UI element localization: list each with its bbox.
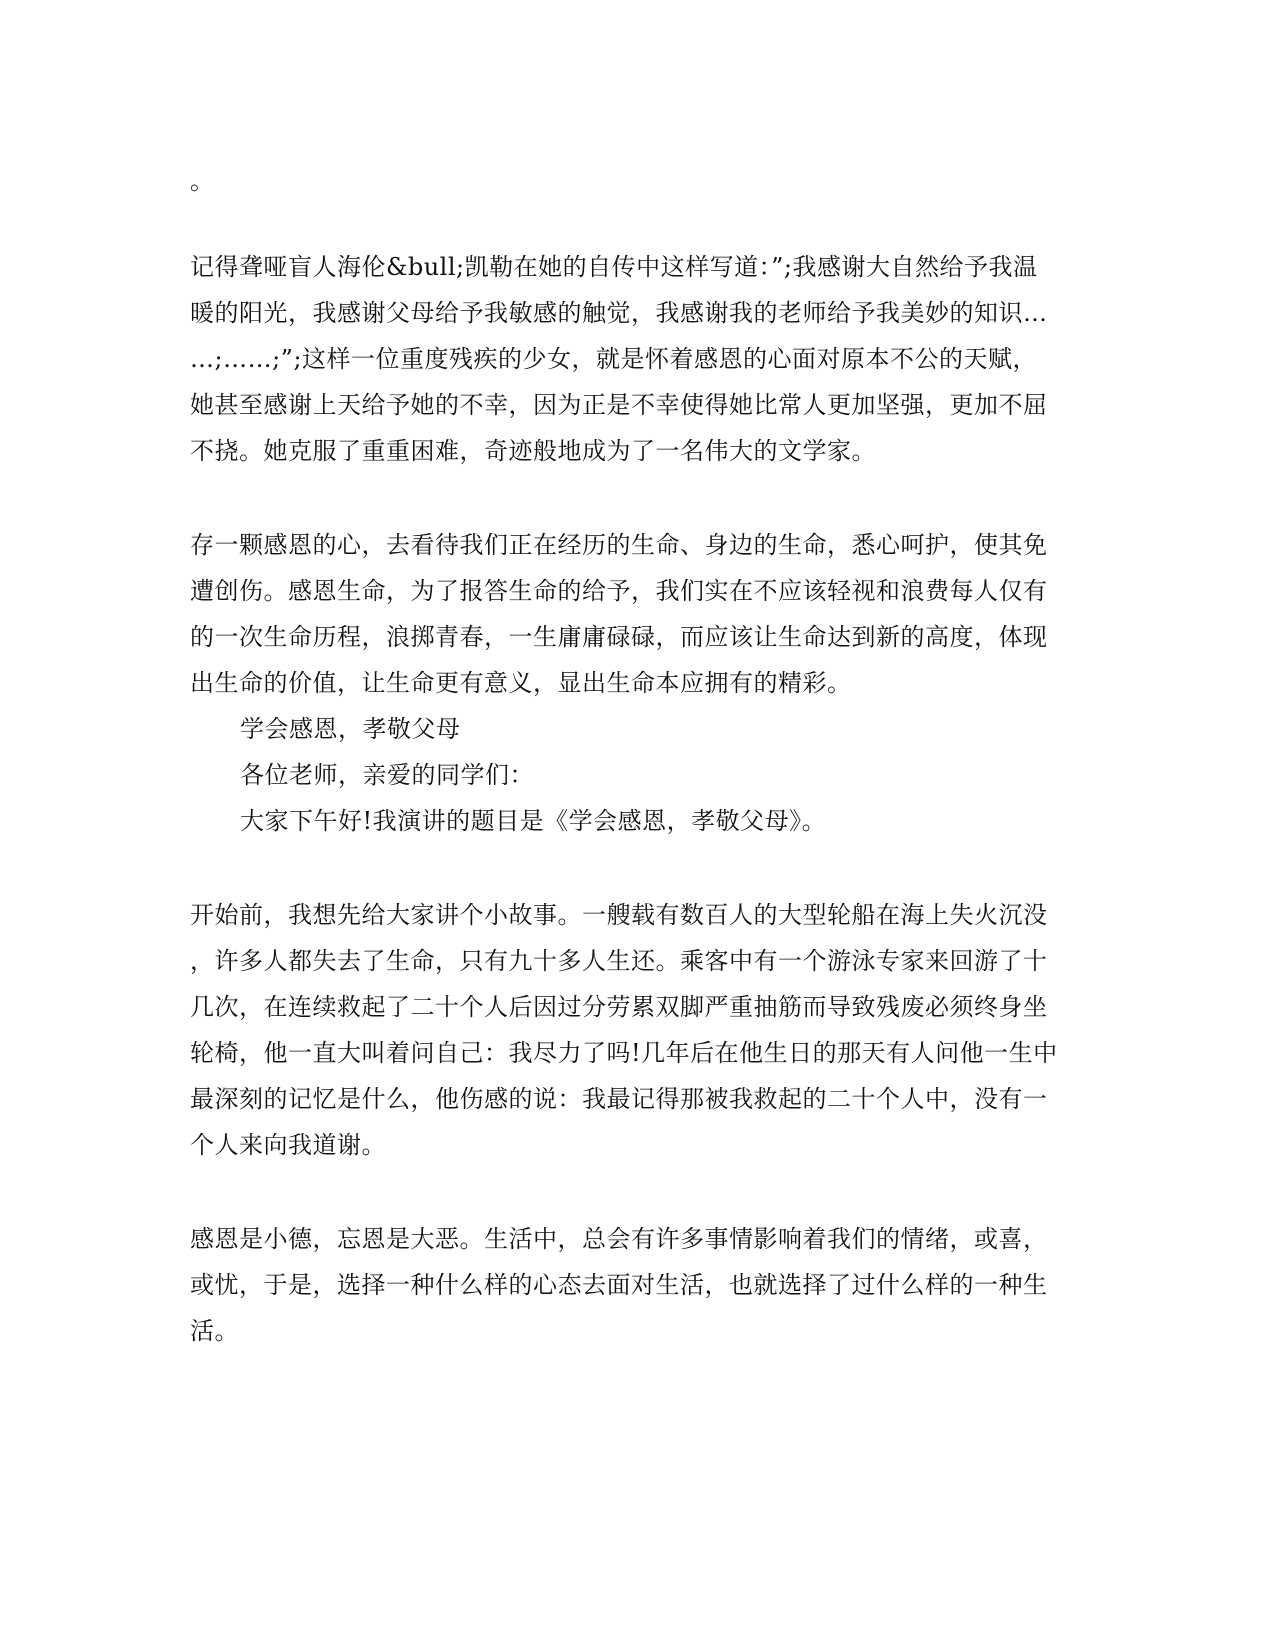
paragraph-line: 存一颗感恩的心，去看待我们正在经历的生命、身边的生命，悉心呵护，使其免 — [190, 531, 1048, 559]
paragraph-line: 的一次生命历程，浪掷青春，一生庸庸碌碌，而应该让生命达到新的高度，体现 — [190, 623, 1048, 651]
paragraph-line: 个人来向我道谢。 — [190, 1131, 386, 1159]
paragraph-line: 出生命的价值，让生命更有意义，显出生命本应拥有的精彩。 — [190, 669, 852, 697]
paragraph-line: 她甚至感谢上天给予她的不幸，因为正是不幸使得她比常人更加坚强，更加不屈 — [190, 391, 1048, 419]
paragraph-line: 开始前，我想先给大家讲个小故事。一艘载有数百人的大型轮船在海上失火沉没 — [190, 901, 1048, 929]
paragraph-line: …;……;”;这样一位重度残疾的少女，就是怀着感恩的心面对原本不公的天赋， — [190, 345, 1038, 373]
fragment-mark: 。 — [190, 167, 215, 195]
paragraph-line: 几次，在连续救起了二十个人后因过分劳累双脚严重抽筋而导致残废必须终身坐 — [190, 993, 1048, 1021]
speech-opening: 大家下午好!我演讲的题目是《学会感恩，孝敬父母》。 — [240, 807, 827, 835]
speech-title: 学会感恩，孝敬父母 — [240, 715, 461, 743]
paragraph-line: 或忧，于是，选择一种什么样的心态去面对生活，也就选择了过什么样的一种生 — [190, 1271, 1048, 1299]
paragraph-line: 感恩是小德，忘恩是大恶。生活中，总会有许多事情影响着我们的情绪，或喜， — [190, 1225, 1048, 1253]
paragraph-line: 遭创伤。感恩生命，为了报答生命的给予，我们实在不应该轻视和浪费每人仅有 — [190, 577, 1048, 605]
paragraph-line: 活。 — [190, 1317, 239, 1345]
paragraph-line: ，许多人都失去了生命，只有九十多人生还。乘客中有一个游泳专家来回游了十 — [190, 947, 1048, 975]
paragraph-line: 记得聋哑盲人海伦&bull;凯勒在她的自传中这样写道：”;我感谢大自然给予我温 — [190, 253, 1038, 281]
paragraph-line: 最深刻的记忆是什么，他伤感的说：我最记得那被我救起的二十个人中，没有一 — [190, 1085, 1048, 1113]
paragraph-line: 不挠。她克服了重重困难，奇迹般地成为了一名伟大的文学家。 — [190, 437, 876, 465]
paragraph-line: 暖的阳光，我感谢父母给予我敏感的触觉，我感谢我的老师给予我美妙的知识… — [190, 299, 1048, 327]
speech-greeting: 各位老师，亲爱的同学们： — [240, 761, 534, 789]
paragraph-line: 轮椅，他一直大叫着问自己：我尽力了吗!几年后在他生日的那天有人问他一生中 — [190, 1039, 1058, 1067]
